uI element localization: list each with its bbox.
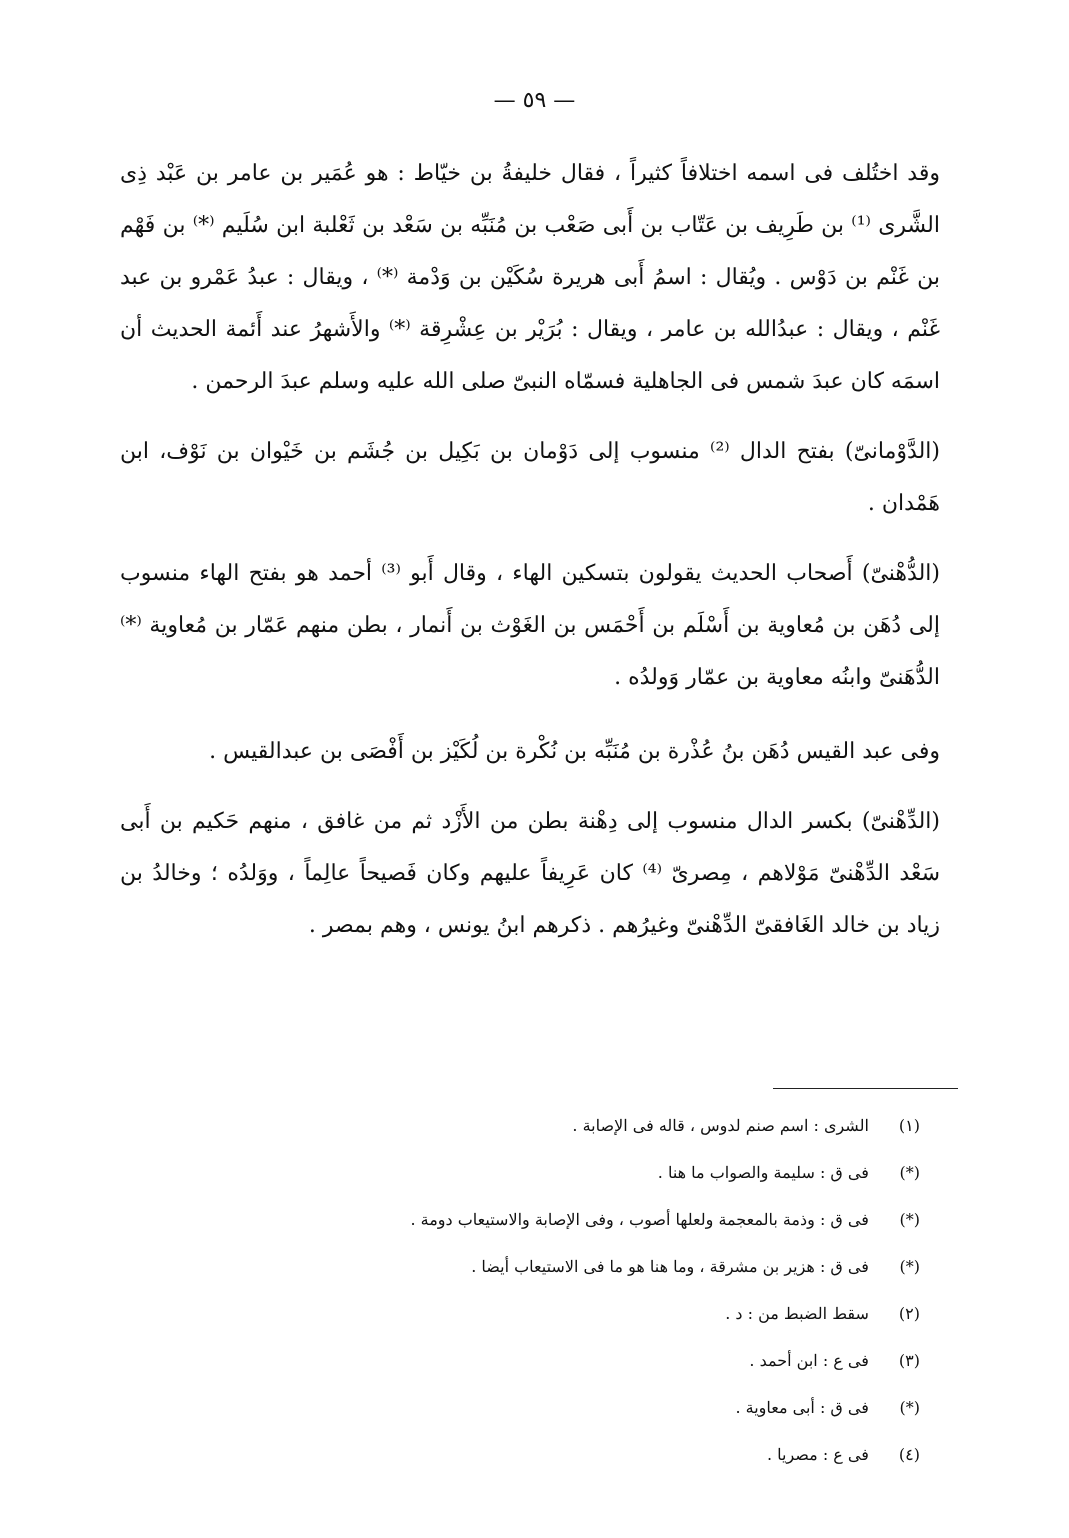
footnote: [300, 1337, 920, 1384]
footnote: [300, 1196, 920, 1243]
footnote-divider: [773, 1088, 958, 1089]
paragraph-al-dawmani: (الدَّوْمانىّ) بفتح الدال ⁽²⁾ منسوب إلى دَوْمان بن بَكِيل بن جُشَم بن خَيْوان بن نَوْف، ابن هَمْدان .: [120, 439, 940, 516]
footnote-mark: (*): [899, 1398, 920, 1417]
footnote-mark: (*): [899, 1257, 920, 1276]
footnote-mark: (٢): [898, 1304, 920, 1323]
footnote-mark: (٣): [898, 1351, 920, 1370]
main-text: [120, 148, 940, 970]
footnote-mark: (١): [898, 1116, 920, 1135]
footnote-text: الشرى : اسم صنم لدوس ، قاله فى الإصابة .: [572, 1116, 869, 1135]
footnote-text: فى ق : سليمة والصواب ما هنا .: [657, 1163, 869, 1182]
footnote: [300, 1102, 920, 1149]
paragraph-al-duhni: (الدُّهْنىّ) أَصحاب الحديث يقولون بتسكين الهاء ، وقال أَبو ⁽³⁾ أحمد هو بفتح الهاء منسوب إلى دُهَن بن مُعاوية بن أَسْلَم بن أَحْمَس بن الغَوْث بن أَنمار ، بطن منهم عَمّار بن مُعاوية ⁽*⁾ الدُّهَنىّ وابنُه معاوية بن عمّار وَولدُه .: [120, 561, 940, 690]
footnote-text: سقط الضبط من : د .: [725, 1304, 869, 1323]
footnote-text: فى ق : وذمة بالمعجمة ولعلها أصوب ، وفى الإصابة والاستيعاب دومة .: [410, 1210, 869, 1229]
footnote: [300, 1243, 920, 1290]
footnote-mark: (٤): [898, 1445, 920, 1464]
paragraph-abd-al-qays: وفى عبد القيس دُهَن بنُ عُذْرة بن مُنَبِّه بن نُكْرة بن لُكَيْز بن أَفْصَى بن عبدالقيس .: [209, 739, 940, 764]
footnote-text: فى ع : ابن أحمد .: [749, 1351, 869, 1370]
paragraph-abu-hurayra-name: وقد اختُلف فى اسمه اختلافاً كثيراً ، فقال خليفةُ بن خيّاط : هو عُمَير بن عامر بن عَبْد ذِى الشَّرى ⁽¹⁾ بن طَرِيف بن عَتّاب بن أَبى صَعْب بن مُنَبِّه بن سَعْد بن ثَعْلبة ابن سُلَيم ⁽*⁾ بن فَهْم بن غَنْم بن دَوْس . ويُقال : اسمُ أَبى هريرة سُكَيْن بن وَدْمة ⁽*⁾ ، ويقال : عبدُ عَمْرو بن عبد غَنْم ، ويقال : عبدُالله بن عامر ، ويقال : بُرَيْر بن عِشْرِقة ⁽*⁾ والأَشهرُ عند أَئمة الحديث أن اسمَه كان عبدَ شمس فى الجاهلية فسمّاه النبىّ صلى الله عليه وسلم عبدَ الرحمن .: [120, 161, 940, 394]
footnote: [300, 1431, 920, 1478]
footnote-text: فى ع : مصريا .: [766, 1445, 869, 1464]
footnote-text: فى ق : هزير بن مشرقة ، وما هنا هو ما فى الاستيعاب أيضا .: [471, 1257, 869, 1276]
footnote-mark: (*): [899, 1210, 920, 1229]
footnote: [300, 1149, 920, 1196]
footnotes: [300, 1102, 920, 1478]
footnote: [300, 1384, 920, 1431]
page-number: — ٥٩ —: [493, 88, 576, 113]
paragraph-al-dihni: (الدِّهْنىّ) بكسر الدال منسوب إلى دِهْنة بطن من الأَزْد ثم من غافق ، منهم حَكيم بن أَبى سَعْد الدِّهْنىّ مَوْلاهم ، مِصرىّ ⁽⁴⁾ كان عَرِيفاً عليهم وكان فَصيحاً عالِماً ، ووَلدُه ؛ وخالدُ بن زياد بن خالد الغَافقىّ الدِّهْنىّ وغيرُهم . ذكرهم ابنُ يونس ، وهم بمصر .: [120, 809, 940, 938]
footnote: [300, 1290, 920, 1337]
footnote-text: فى ق : أبى معاوية .: [735, 1398, 869, 1417]
footnote-mark: (*): [899, 1163, 920, 1182]
